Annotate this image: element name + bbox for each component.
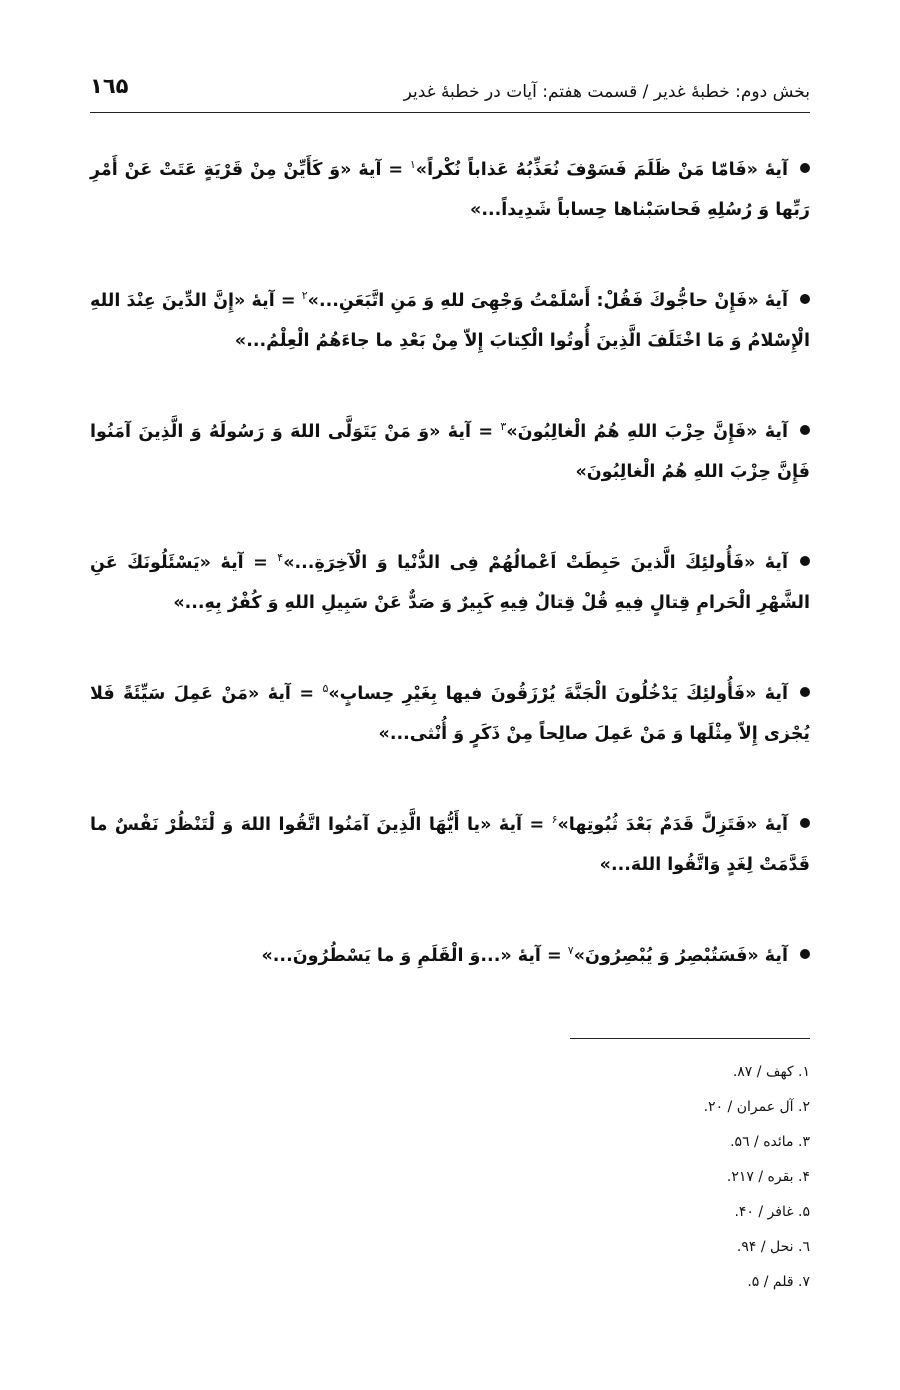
- verse-item: [90, 936, 810, 1067]
- verse-text: آیۀ «فَتَزِلَّ قَدَمٌ بَعْدَ ثُبُوتِها»: [557, 815, 789, 835]
- footnote-ref: ۷: [567, 944, 574, 958]
- page-number: ۱٦۵: [90, 74, 129, 98]
- verse-item: [90, 674, 810, 805]
- footnote-divider: [570, 1038, 810, 1039]
- footnote-ref: ۱: [409, 158, 416, 172]
- bullet-icon: [800, 556, 810, 566]
- bullet-icon: [800, 425, 810, 435]
- verse-list: [90, 150, 810, 1067]
- footnotes: [410, 1062, 810, 1307]
- verse-text-cont: = آیۀ «یَسْئَلُونَكَ عَنِ الشَّهْرِ الْحَرامِ قِتالٍ فِیهِ قُلْ قِتالٌ فِیهِ كَبِیرٌ وَ صَدٌّ عَنْ سَبِیلِ اللهِ وَ كُفْرٌ بِهِ...»: [90, 553, 810, 613]
- footnote-ref: ۵: [322, 682, 329, 696]
- verse-item: [90, 150, 810, 281]
- footnote: ۷. قلم / ۵.: [747, 1274, 810, 1290]
- verse-text: آیۀ «فَسَتُبْصِرُ وَ یُبْصِرُونَ»: [573, 946, 788, 966]
- bullet-icon: [800, 949, 810, 959]
- footnote-ref: ۶: [551, 813, 558, 827]
- footnote: ۲. آل عمران / ۲۰.: [703, 1099, 810, 1115]
- verse-item: [90, 805, 810, 936]
- running-title: بخش دوم: خطبۀ غدیر / قسمت هفتم: آیات در خطبۀ غدیر: [403, 82, 810, 102]
- bullet-icon: [800, 687, 810, 697]
- bullet-icon: [800, 818, 810, 828]
- verse-item: [90, 543, 810, 674]
- footnote-ref: ۴: [277, 551, 284, 565]
- footnote: ۳. مائده / ۵٦.: [730, 1134, 810, 1150]
- bullet-icon: [800, 294, 810, 304]
- verse-item: [90, 281, 810, 412]
- verse-text: آیۀ «فَأُولئِكَ الَّذینَ حَبِطَتْ اَعْمالُهُمْ فِی الدُّنْیا وَ الْآخِرَةِ...»: [283, 553, 788, 573]
- verse-text: آیۀ «فَإِنَّ حِزْبَ اللهِ هُمُ الْغالِبُونَ»: [506, 422, 788, 442]
- verse-item: [90, 412, 810, 543]
- verse-text: آیۀ «فَامّا مَنْ ظَلَمَ فَسَوْفَ نُعَذِّبُهُ عَذاباً نُكْراً»: [415, 160, 788, 180]
- verse-text-cont: = آیۀ «مَنْ عَمِلَ سَیِّئَةً فَلا یُجْزى إِلاّ مِثْلَها وَ مَنْ عَمِلَ صالِحاً مِنْ ذَكَرٍ وَ أُنْثى...»: [90, 684, 810, 744]
- verse-text-cont: = آیۀ «وَ مَنْ یَتَوَلَّی اللهَ وَ رَسُولَهُ وَ الَّذِینَ آمَنُوا فَإِنَّ حِزْبَ اللهِ هُمُ الْغالِبُونَ»: [90, 422, 810, 482]
- footnote: ٦. نحل / ۹۴.: [736, 1239, 810, 1255]
- footnote-ref: ۲: [301, 289, 308, 303]
- page-header: [90, 68, 810, 113]
- verse-text: آیۀ «فَإِنْ حاجُّوكَ فَقُلْ: أَسْلَمْتُ وَجْهِیَ للهِ وَ مَنِ اتَّبَعَنِ...»: [307, 291, 788, 311]
- verse-text-cont: = آیۀ «إِنَّ الدِّینَ عِنْدَ اللهِ الْإِسْلامُ وَ مَا اخْتَلَفَ الَّذِینَ أُوتُوا الْكِتابَ إِلاّ مِنْ بَعْدِ ما جاءَهُمُ الْعِلْمُ...»: [90, 291, 810, 351]
- footnote: ۱. كهف / ۸۷.: [732, 1064, 810, 1080]
- verse-text: آیۀ «فَأُولئِكَ یَدْخُلُونَ الْجَنَّةَ یُرْزَقُونَ فیها بِغَیْرِ حِسابٍ»: [328, 684, 788, 704]
- verse-text-cont: = آیۀ «وَ كَأَیِّنْ مِنْ قَرْیَةٍ عَتَتْ عَنْ أَمْرِ رَبِّها وَ رُسُلِهِ فَحاسَبْناها حِساباً شَدِیداً...»: [90, 160, 810, 220]
- footnote-ref: ۳: [500, 420, 507, 434]
- footnote: ۵. غافر / ۴۰.: [734, 1204, 810, 1220]
- verse-text-cont: = آیۀ «...وَ الْقَلَمِ وَ ما یَسْطُرُونَ...»: [261, 946, 568, 966]
- footnote: ۴. بقره / ۲۱۷.: [726, 1169, 810, 1185]
- bullet-icon: [800, 163, 810, 173]
- verse-text-cont: = آیۀ «یا أَیُّهَا الَّذِینَ آمَنُوا اتَّقُوا اللهَ وَ لْتَنْظُرْ نَفْسٌ ما قَدَّمَتْ لِغَدٍ وَاتَّقُوا اللهَ...»: [90, 815, 810, 875]
